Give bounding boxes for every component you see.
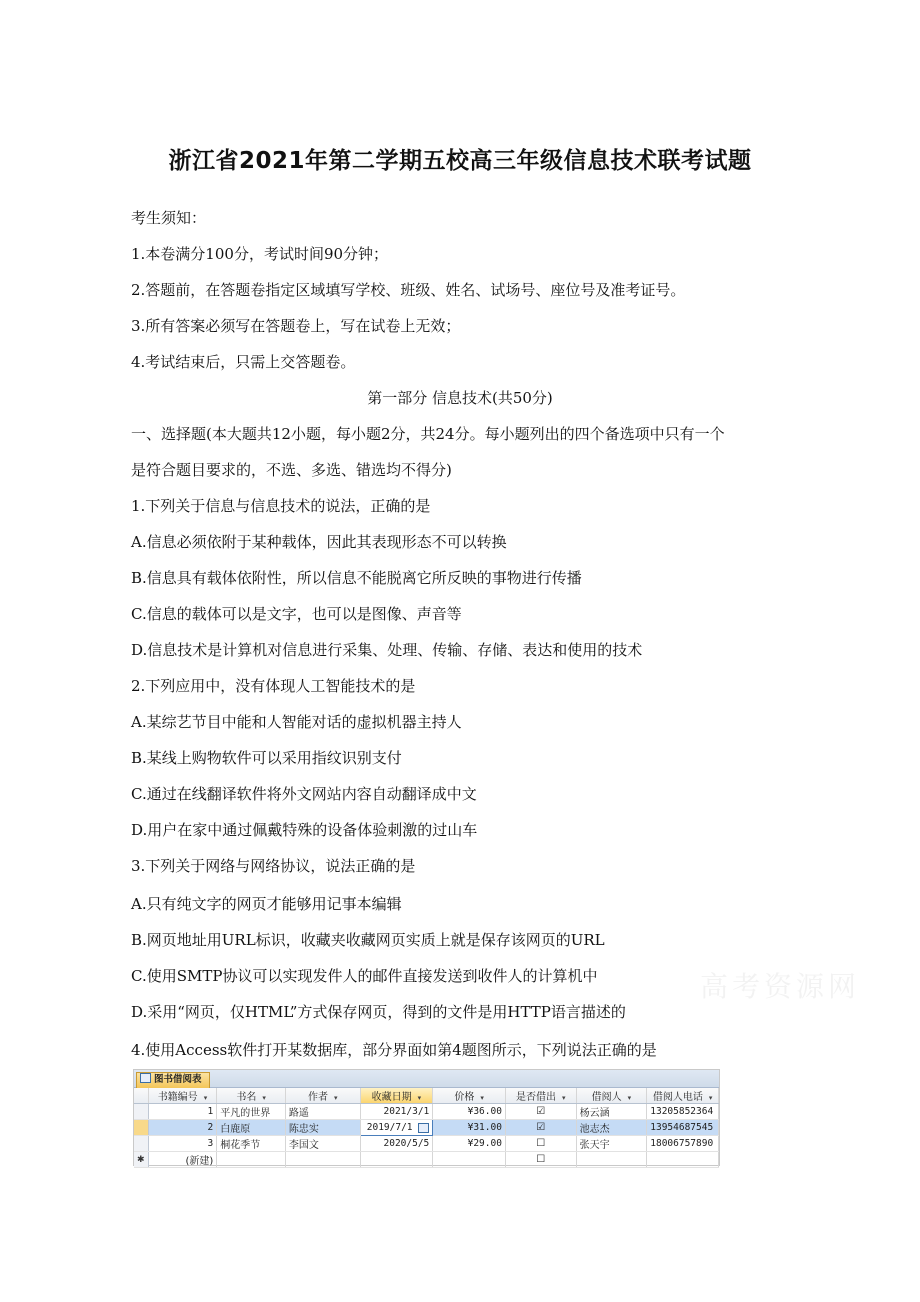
date-value[interactable]: 2019/7/1 <box>366 1122 413 1133</box>
cell-author[interactable]: 路遥 <box>285 1104 360 1120</box>
cell-author[interactable]: 陈忠实 <box>285 1120 360 1136</box>
q2-option-a: A.某综艺节目中能和人智能对话的虚拟机器主持人 <box>131 713 462 731</box>
new-row-marker[interactable]: ✱ <box>134 1152 148 1168</box>
cell-phone[interactable]: 13205852364 <box>647 1104 719 1120</box>
cell-borrower[interactable]: 张天宇 <box>576 1136 647 1152</box>
q1-option-d: D.信息技术是计算机对信息进行采集、处理、传输、存储、表达和使用的技术 <box>131 641 643 659</box>
table-row[interactable] <box>134 1104 719 1120</box>
part-title: 第一部分 信息技术(共50分) <box>367 389 553 407</box>
q2-stem: 2.下列应用中，没有体现人工智能技术的是 <box>131 677 416 695</box>
cell-borrower[interactable]: 杨云涵 <box>576 1104 647 1120</box>
notice-2: 2.答题前，在答题卷指定区域填写学校、班级、姓名、试场号、座位号及准考证号。 <box>131 281 686 299</box>
cell-id[interactable]: 2 <box>148 1120 217 1136</box>
dropdown-arrow-icon[interactable]: ▾ <box>708 1094 713 1102</box>
dropdown-arrow-icon[interactable]: ▾ <box>480 1094 484 1102</box>
column-header-date[interactable]: 收藏日期 ▾ <box>360 1088 433 1104</box>
table-tab[interactable] <box>136 1072 210 1088</box>
cell-date[interactable]: 2021/3/1 <box>360 1104 433 1120</box>
cell-phone[interactable]: 13954687545 <box>647 1120 719 1136</box>
cell-price-new[interactable] <box>433 1152 506 1168</box>
cell-date-new[interactable] <box>360 1152 433 1168</box>
dropdown-arrow-icon[interactable]: ▾ <box>417 1094 422 1102</box>
notice-4: 4.考试结束后，只需上交答题卷。 <box>131 353 356 371</box>
column-header-author[interactable]: 作者 ▾ <box>285 1088 360 1104</box>
dropdown-arrow-icon[interactable]: ▾ <box>627 1094 632 1102</box>
cell-name[interactable]: 白鹿原 <box>217 1120 286 1136</box>
access-tab-bar <box>134 1070 719 1088</box>
cell-lent[interactable] <box>505 1104 576 1120</box>
cell-date[interactable]: 2020/5/5 <box>360 1136 433 1152</box>
notice-3: 3.所有答案必须写在答题卷上，写在试卷上无效； <box>131 317 461 335</box>
row-selector[interactable] <box>134 1104 148 1120</box>
column-header-lent[interactable]: 是否借出 ▾ <box>505 1088 576 1104</box>
row-selector[interactable] <box>134 1136 148 1152</box>
q3-option-d: D.采用“网页，仅HTML”方式保存网页，得到的文件是用HTTP语言描述的 <box>131 1003 626 1021</box>
cell-name[interactable]: 平凡的世界 <box>217 1104 286 1120</box>
lent-checkbox[interactable]: ☑ <box>536 1122 546 1133</box>
lent-checkbox[interactable]: ☐ <box>536 1138 546 1149</box>
cell-id[interactable]: 1 <box>148 1104 217 1120</box>
column-header-name[interactable]: 书名 ▾ <box>217 1088 286 1104</box>
q4-stem: 4.使用Access软件打开某数据库，部分界面如第4题图所示，下列说法正确的是 <box>131 1041 657 1059</box>
dropdown-arrow-icon[interactable]: ▾ <box>262 1094 266 1102</box>
cell-date-editing[interactable] <box>360 1120 433 1136</box>
cell-price[interactable]: ¥36.00 <box>433 1104 506 1120</box>
table-row-current[interactable] <box>134 1120 719 1136</box>
q3-option-a: A.只有纯文字的网页才能够用记事本编辑 <box>131 895 402 913</box>
select-all-cell[interactable] <box>134 1088 148 1104</box>
q1-option-a: A.信息必须依附于某种载体，因此其表现形态不可以转换 <box>131 533 507 551</box>
cell-phone[interactable]: 18006757890 <box>647 1136 719 1152</box>
cell-author[interactable]: 李国文 <box>285 1136 360 1152</box>
row-selector[interactable] <box>134 1120 148 1136</box>
cell-name-new[interactable] <box>217 1152 286 1168</box>
lent-checkbox[interactable]: ☐ <box>536 1154 546 1165</box>
cell-lent[interactable] <box>505 1136 576 1152</box>
cell-author-new[interactable] <box>285 1152 360 1168</box>
cell-price[interactable]: ¥29.00 <box>433 1136 506 1152</box>
lent-checkbox[interactable]: ☑ <box>536 1106 546 1117</box>
watermark: 高考资源网 <box>700 970 861 1003</box>
q2-option-c: C.通过在线翻译软件将外文网站内容自动翻译成中文 <box>131 785 477 803</box>
notice-1: 1.本卷满分100分，考试时间90分钟； <box>131 245 389 263</box>
table-icon <box>140 1073 151 1083</box>
datasheet-grid <box>134 1088 719 1168</box>
q1-option-c: C.信息的载体可以是文字，也可以是图像、声音等 <box>131 605 462 623</box>
exam-title: 浙江省2021年第二学期五校高三年级信息技术联考试题 <box>168 148 752 174</box>
cell-id[interactable]: 3 <box>148 1136 217 1152</box>
section-intro-line-2: 是符合题目要求的，不选、多选、错选均不得分) <box>131 461 452 479</box>
q1-option-b: B.信息具有载体依附性，所以信息不能脱离它所反映的事物进行传播 <box>131 569 582 587</box>
q1-stem: 1.下列关于信息与信息技术的说法，正确的是 <box>131 497 431 515</box>
calendar-icon[interactable] <box>418 1123 429 1133</box>
section-intro-line-1: 一、选择题(本大题共12小题，每小题2分，共24分。每小题列出的四个备选项中只有一个 <box>131 425 725 443</box>
q3-option-c: C.使用SMTP协议可以实现发件人的邮件直接发送到收件人的计算机中 <box>131 967 598 985</box>
q2-option-d: D.用户在家中通过佩戴特殊的设备体验刺激的过山车 <box>131 821 478 839</box>
dropdown-arrow-icon[interactable]: ▾ <box>203 1094 208 1102</box>
cell-phone-new[interactable] <box>647 1152 719 1168</box>
table-tab-label: 图书借阅表 <box>154 1074 202 1085</box>
cell-price[interactable]: ¥31.00 <box>433 1120 506 1136</box>
column-header-price[interactable]: 价格 ▾ <box>433 1088 506 1104</box>
dropdown-arrow-icon[interactable]: ▾ <box>562 1094 566 1102</box>
new-record-row[interactable] <box>134 1152 719 1168</box>
q2-option-b: B.某线上购物软件可以采用指纹识别支付 <box>131 749 402 767</box>
cell-id-new[interactable]: (新建) <box>148 1152 217 1168</box>
q3-option-b: B.网页地址用URL标识，收藏夹收藏网页实质上就是保存该网页的URL <box>131 931 605 949</box>
cell-borrower[interactable]: 池志杰 <box>576 1120 647 1136</box>
table-row[interactable] <box>134 1136 719 1152</box>
cell-lent-new[interactable] <box>505 1152 576 1168</box>
column-header-borrower[interactable]: 借阅人 ▾ <box>576 1088 647 1104</box>
column-header-id[interactable]: 书籍编号 ▾ <box>148 1088 217 1104</box>
dropdown-arrow-icon[interactable]: ▾ <box>333 1094 338 1102</box>
access-datasheet <box>133 1069 720 1166</box>
column-header-phone[interactable]: 借阅人电话 ▾ <box>647 1088 719 1104</box>
header-row <box>134 1088 719 1104</box>
notice-heading: 考生须知： <box>131 209 207 227</box>
cell-lent[interactable] <box>505 1120 576 1136</box>
cell-name[interactable]: 桐花季节 <box>217 1136 286 1152</box>
cell-borrower-new[interactable] <box>576 1152 647 1168</box>
q3-stem: 3.下列关于网络与网络协议，说法正确的是 <box>131 857 416 875</box>
